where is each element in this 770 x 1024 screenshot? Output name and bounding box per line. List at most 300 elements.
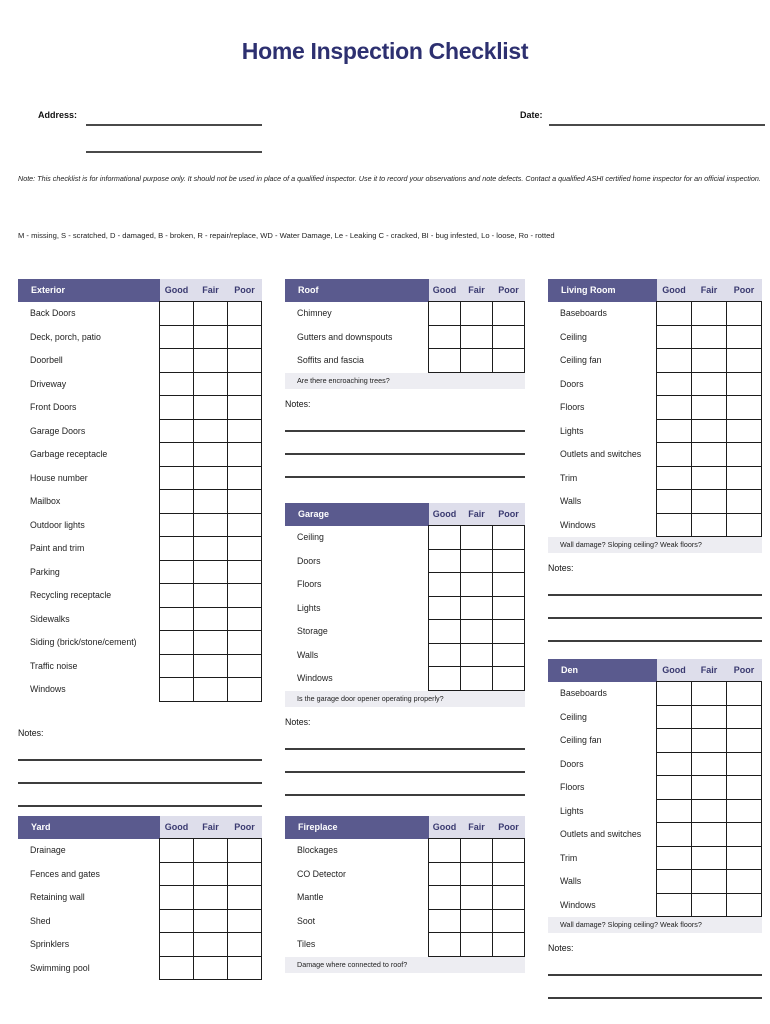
rating-cell-good[interactable]: [160, 349, 194, 373]
item-row: [548, 419, 762, 443]
rating-cell-good[interactable]: [160, 560, 194, 584]
item-row: [18, 349, 262, 373]
item-row: [18, 372, 262, 396]
rating-cell-poor[interactable]: [727, 846, 762, 870]
rating-cell-good[interactable]: [160, 419, 194, 443]
item-row: [285, 549, 525, 573]
rating-cell-fair[interactable]: [461, 933, 493, 957]
rating-cell-good[interactable]: [429, 549, 461, 573]
rating-cell-good[interactable]: [160, 933, 194, 957]
rating-cell-fair[interactable]: [194, 933, 228, 957]
rating-cell-fair[interactable]: [194, 490, 228, 514]
rating-cell-good[interactable]: [657, 823, 692, 847]
item-label: Parking: [30, 566, 60, 577]
item-row: [285, 573, 525, 597]
notes-line[interactable]: [548, 573, 762, 596]
rating-cell-poor[interactable]: [228, 325, 262, 349]
rating-cell-good[interactable]: [657, 443, 692, 467]
item-row: [548, 705, 762, 729]
rating-header-poor: Poor: [727, 279, 762, 302]
item-label: Drainage: [30, 845, 66, 856]
rating-cell-good[interactable]: [657, 466, 692, 490]
rating-cell-poor[interactable]: [228, 631, 262, 655]
section-table: [548, 659, 762, 917]
rating-cell-fair[interactable]: [194, 654, 228, 678]
rating-cell-poor[interactable]: [228, 956, 262, 980]
item-label: CO Detector: [297, 868, 346, 879]
notes-line[interactable]: [285, 432, 525, 455]
rating-cell-fair[interactable]: [461, 573, 493, 597]
item-label: Lights: [560, 805, 584, 816]
item-label: Doors: [297, 555, 321, 566]
rating-cell-poor[interactable]: [727, 776, 762, 800]
rating-cell-poor[interactable]: [727, 893, 762, 917]
question-row: Is the garage door opener operating properly?: [285, 691, 525, 707]
rating-cell-fair[interactable]: [692, 302, 727, 326]
rating-cell-fair[interactable]: [461, 620, 493, 644]
rating-cell-fair[interactable]: [194, 513, 228, 537]
item-row: [18, 466, 262, 490]
rating-cell-poor[interactable]: [727, 349, 762, 373]
rating-header-fair: Fair: [692, 279, 727, 302]
rating-cell-poor[interactable]: [727, 513, 762, 537]
item-label: Trim: [560, 472, 578, 483]
rating-header-fair: Fair: [461, 279, 493, 302]
rating-cell-poor[interactable]: [727, 302, 762, 326]
rating-cell-poor[interactable]: [727, 466, 762, 490]
item-row: [18, 631, 262, 655]
rating-cell-fair[interactable]: [692, 513, 727, 537]
rating-cell-good[interactable]: [657, 705, 692, 729]
item-row: [18, 396, 262, 420]
item-row: [18, 537, 262, 561]
rating-header-fair: Fair: [692, 659, 727, 682]
rating-cell-good[interactable]: [657, 752, 692, 776]
rating-cell-good[interactable]: [429, 349, 461, 373]
rating-header-good: Good: [429, 816, 461, 839]
item-row: [18, 584, 262, 608]
rating-cell-fair[interactable]: [461, 349, 493, 373]
rating-header-poor: Poor: [493, 503, 525, 526]
item-label: Ceiling: [297, 532, 324, 543]
rating-cell-good[interactable]: [429, 302, 461, 326]
rating-cell-fair[interactable]: [194, 584, 228, 608]
item-label: Baseboards: [560, 308, 607, 319]
rating-header-good: Good: [160, 279, 194, 302]
rating-cell-poor[interactable]: [228, 678, 262, 702]
rating-cell-fair[interactable]: [194, 349, 228, 373]
item-row: [18, 839, 262, 863]
item-row: [18, 909, 262, 933]
item-row: [18, 443, 262, 467]
rating-cell-fair[interactable]: [692, 372, 727, 396]
rating-cell-good[interactable]: [429, 839, 461, 863]
item-row: [548, 490, 762, 514]
rating-cell-fair[interactable]: [692, 443, 727, 467]
rating-cell-poor[interactable]: [493, 886, 525, 910]
rating-cell-good[interactable]: [160, 631, 194, 655]
rating-cell-good[interactable]: [429, 667, 461, 691]
rating-cell-poor[interactable]: [228, 349, 262, 373]
rating-cell-good[interactable]: [429, 620, 461, 644]
rating-cell-poor[interactable]: [727, 752, 762, 776]
rating-header-fair: Fair: [194, 816, 228, 839]
item-label: Ceiling fan: [560, 735, 602, 746]
rating-cell-poor[interactable]: [493, 325, 525, 349]
item-row: [18, 419, 262, 443]
item-label: Garbage receptacle: [30, 449, 108, 460]
rating-cell-poor[interactable]: [228, 862, 262, 886]
rating-header-fair: Fair: [461, 816, 493, 839]
rating-cell-poor[interactable]: [493, 349, 525, 373]
section-title: Roof: [285, 279, 429, 302]
rating-cell-poor[interactable]: [493, 667, 525, 691]
rating-cell-good[interactable]: [429, 526, 461, 550]
rating-cell-good[interactable]: [657, 870, 692, 894]
rating-cell-good[interactable]: [429, 596, 461, 620]
rating-cell-fair[interactable]: [194, 443, 228, 467]
date-label: Date:: [520, 110, 543, 120]
rating-cell-good[interactable]: [429, 909, 461, 933]
rating-cell-good[interactable]: [160, 886, 194, 910]
section-table: [548, 279, 762, 537]
notes-label: Notes:: [548, 563, 574, 573]
rating-cell-good[interactable]: [429, 886, 461, 910]
rating-cell-poor[interactable]: [228, 372, 262, 396]
rating-cell-fair[interactable]: [194, 631, 228, 655]
rating-cell-fair[interactable]: [692, 776, 727, 800]
rating-cell-good[interactable]: [160, 302, 194, 326]
rating-cell-good[interactable]: [657, 846, 692, 870]
item-label: Floors: [560, 402, 585, 413]
item-row: [285, 839, 525, 863]
item-row: [548, 302, 762, 326]
item-row: [18, 886, 262, 910]
item-label: Floors: [297, 579, 322, 590]
rating-cell-poor[interactable]: [228, 302, 262, 326]
rating-cell-poor[interactable]: [228, 537, 262, 561]
rating-cell-good[interactable]: [160, 909, 194, 933]
notes-line[interactable]: [548, 619, 762, 642]
item-label: Shed: [30, 915, 51, 926]
question-row: Damage where connected to roof?: [285, 957, 525, 973]
item-label: Outlets and switches: [560, 449, 642, 460]
rating-cell-fair[interactable]: [692, 729, 727, 753]
rating-cell-good[interactable]: [160, 537, 194, 561]
notes-line[interactable]: [18, 784, 262, 807]
rating-cell-fair[interactable]: [692, 846, 727, 870]
rating-cell-poor[interactable]: [727, 372, 762, 396]
section-garage: [285, 503, 525, 796]
notes-line[interactable]: [285, 727, 525, 750]
rating-cell-fair[interactable]: [194, 607, 228, 631]
item-row: [548, 870, 762, 894]
rating-cell-poor[interactable]: [228, 607, 262, 631]
item-row: [285, 302, 525, 326]
section-title: Den: [548, 659, 657, 682]
notes-line[interactable]: [18, 738, 262, 761]
rating-cell-fair[interactable]: [692, 325, 727, 349]
rating-cell-good[interactable]: [160, 607, 194, 631]
item-row: [18, 560, 262, 584]
rating-cell-poor[interactable]: [228, 396, 262, 420]
question-row: Wall damage? Sloping ceiling? Weak floors?: [548, 537, 762, 553]
item-label: House number: [30, 472, 88, 483]
notes-line[interactable]: [285, 409, 525, 432]
address-line-1[interactable]: [86, 124, 262, 126]
date-line[interactable]: [549, 124, 765, 126]
rating-cell-fair[interactable]: [194, 372, 228, 396]
rating-cell-good[interactable]: [657, 776, 692, 800]
rating-cell-fair[interactable]: [461, 549, 493, 573]
item-label: Walls: [560, 496, 582, 507]
rating-cell-good[interactable]: [657, 372, 692, 396]
notes-label: Notes:: [285, 398, 311, 409]
section-title: Fireplace: [285, 816, 429, 839]
rating-cell-fair[interactable]: [692, 799, 727, 823]
item-label: Walls: [297, 649, 319, 660]
rating-cell-poor[interactable]: [228, 909, 262, 933]
rating-cell-fair[interactable]: [692, 466, 727, 490]
rating-cell-good[interactable]: [429, 862, 461, 886]
rating-cell-good[interactable]: [429, 573, 461, 597]
rating-cell-poor[interactable]: [228, 466, 262, 490]
item-label: Walls: [560, 876, 582, 887]
rating-cell-poor[interactable]: [493, 620, 525, 644]
item-label: Sidewalks: [30, 613, 70, 624]
rating-cell-poor[interactable]: [228, 886, 262, 910]
rating-header-poor: Poor: [493, 816, 525, 839]
rating-cell-poor[interactable]: [228, 584, 262, 608]
rating-header-good: Good: [657, 279, 692, 302]
item-label: Soffits and fascia: [297, 355, 364, 366]
rating-cell-good[interactable]: [160, 862, 194, 886]
rating-cell-good[interactable]: [657, 729, 692, 753]
item-label: Driveway: [30, 378, 67, 389]
rating-cell-poor[interactable]: [228, 933, 262, 957]
item-label: Baseboards: [560, 688, 607, 699]
rating-cell-fair[interactable]: [194, 839, 228, 863]
section-table: [285, 816, 525, 957]
rating-cell-poor[interactable]: [228, 654, 262, 678]
rating-cell-good[interactable]: [160, 443, 194, 467]
rating-cell-fair[interactable]: [194, 302, 228, 326]
item-row: [18, 956, 262, 980]
notes-line[interactable]: [18, 761, 262, 784]
rating-cell-good[interactable]: [657, 302, 692, 326]
rating-cell-poor[interactable]: [228, 560, 262, 584]
item-label: Tiles: [297, 939, 316, 950]
notes-line[interactable]: [548, 953, 762, 976]
rating-header-poor: Poor: [727, 659, 762, 682]
rating-cell-good[interactable]: [160, 396, 194, 420]
rating-cell-fair[interactable]: [461, 302, 493, 326]
item-label: Lights: [560, 425, 584, 436]
rating-cell-poor[interactable]: [493, 302, 525, 326]
rating-cell-fair[interactable]: [461, 325, 493, 349]
rating-cell-fair[interactable]: [461, 909, 493, 933]
item-row: [285, 349, 525, 373]
rating-cell-fair[interactable]: [194, 419, 228, 443]
rating-cell-poor[interactable]: [727, 823, 762, 847]
item-label: Windows: [560, 519, 596, 530]
rating-cell-fair[interactable]: [692, 419, 727, 443]
item-label: Garage Doors: [30, 425, 86, 436]
rating-cell-fair[interactable]: [692, 870, 727, 894]
item-row: [285, 596, 525, 620]
rating-cell-fair[interactable]: [194, 956, 228, 980]
item-row: [548, 443, 762, 467]
section-living-room: [548, 279, 762, 642]
rating-cell-fair[interactable]: [194, 678, 228, 702]
rating-cell-fair[interactable]: [692, 396, 727, 420]
item-row: [285, 325, 525, 349]
rating-cell-fair[interactable]: [461, 643, 493, 667]
address-line-2[interactable]: [86, 151, 262, 153]
item-label: Retaining wall: [30, 892, 85, 903]
rating-cell-fair[interactable]: [194, 396, 228, 420]
rating-header-poor: Poor: [493, 279, 525, 302]
rating-cell-fair[interactable]: [194, 325, 228, 349]
rating-cell-fair[interactable]: [461, 862, 493, 886]
rating-cell-poor[interactable]: [727, 705, 762, 729]
rating-cell-good[interactable]: [657, 349, 692, 373]
notes-block: [18, 728, 262, 807]
rating-cell-good[interactable]: [160, 584, 194, 608]
notes-line[interactable]: [285, 750, 525, 773]
rating-cell-good[interactable]: [160, 956, 194, 980]
section-header-row: [285, 503, 525, 526]
item-row: [548, 893, 762, 917]
rating-cell-good[interactable]: [657, 490, 692, 514]
rating-cell-fair[interactable]: [194, 886, 228, 910]
rating-cell-poor[interactable]: [493, 643, 525, 667]
rating-cell-poor[interactable]: [727, 419, 762, 443]
rating-cell-fair[interactable]: [194, 909, 228, 933]
rating-cell-good[interactable]: [657, 799, 692, 823]
rating-cell-good[interactable]: [657, 419, 692, 443]
rating-cell-poor[interactable]: [727, 682, 762, 706]
item-label: Blockages: [297, 845, 338, 856]
item-label: Lights: [297, 602, 321, 613]
rating-cell-fair[interactable]: [194, 466, 228, 490]
section-den: [548, 659, 762, 999]
rating-cell-good[interactable]: [657, 893, 692, 917]
rating-cell-good[interactable]: [160, 325, 194, 349]
rating-cell-fair[interactable]: [194, 862, 228, 886]
item-label: Outdoor lights: [30, 519, 85, 530]
question-row: Wall damage? Sloping ceiling? Weak floors?: [548, 917, 762, 933]
rating-cell-poor[interactable]: [493, 933, 525, 957]
rating-cell-poor[interactable]: [727, 443, 762, 467]
rating-cell-poor[interactable]: [727, 729, 762, 753]
rating-cell-poor[interactable]: [228, 419, 262, 443]
rating-cell-fair[interactable]: [194, 537, 228, 561]
notes-label: Notes:: [548, 943, 574, 953]
rating-cell-fair[interactable]: [692, 705, 727, 729]
rating-cell-poor[interactable]: [727, 396, 762, 420]
rating-cell-fair[interactable]: [461, 667, 493, 691]
rating-cell-poor[interactable]: [228, 839, 262, 863]
rating-cell-poor[interactable]: [493, 909, 525, 933]
rating-cell-fair[interactable]: [692, 349, 727, 373]
rating-cell-poor[interactable]: [493, 596, 525, 620]
rating-cell-poor[interactable]: [493, 526, 525, 550]
rating-cell-fair[interactable]: [692, 823, 727, 847]
rating-cell-fair[interactable]: [692, 752, 727, 776]
rating-cell-good[interactable]: [657, 513, 692, 537]
item-label: Recycling receptacle: [30, 590, 112, 601]
rating-cell-good[interactable]: [160, 513, 194, 537]
rating-cell-poor[interactable]: [727, 490, 762, 514]
rating-cell-good[interactable]: [160, 466, 194, 490]
item-row: [285, 909, 525, 933]
rating-cell-fair[interactable]: [194, 560, 228, 584]
rating-cell-good[interactable]: [657, 396, 692, 420]
rating-cell-fair[interactable]: [692, 682, 727, 706]
rating-cell-good[interactable]: [160, 372, 194, 396]
rating-cell-poor[interactable]: [493, 573, 525, 597]
item-label: Mailbox: [30, 496, 61, 507]
rating-cell-fair[interactable]: [461, 526, 493, 550]
rating-cell-poor[interactable]: [493, 862, 525, 886]
rating-cell-fair[interactable]: [461, 886, 493, 910]
rating-cell-good[interactable]: [160, 839, 194, 863]
section-yard: [18, 816, 262, 980]
rating-cell-poor[interactable]: [493, 549, 525, 573]
item-label: Doors: [560, 378, 584, 389]
item-row: [285, 862, 525, 886]
rating-cell-poor[interactable]: [228, 513, 262, 537]
notes-line[interactable]: [285, 773, 525, 796]
rating-cell-poor[interactable]: [727, 870, 762, 894]
rating-cell-fair[interactable]: [692, 893, 727, 917]
rating-cell-fair[interactable]: [461, 596, 493, 620]
item-label: Windows: [30, 684, 66, 695]
item-row: [548, 729, 762, 753]
rating-cell-fair[interactable]: [692, 490, 727, 514]
rating-cell-fair[interactable]: [461, 839, 493, 863]
rating-cell-poor[interactable]: [493, 839, 525, 863]
notes-line[interactable]: [548, 976, 762, 999]
rating-cell-good[interactable]: [160, 654, 194, 678]
rating-cell-good[interactable]: [160, 678, 194, 702]
rating-cell-good[interactable]: [429, 643, 461, 667]
item-label: Floors: [560, 782, 585, 793]
rating-cell-poor[interactable]: [228, 490, 262, 514]
item-row: [285, 620, 525, 644]
rating-header-poor: Poor: [228, 279, 262, 302]
rating-cell-good[interactable]: [429, 325, 461, 349]
item-row: [18, 678, 262, 702]
rating-cell-poor[interactable]: [727, 799, 762, 823]
notes-line[interactable]: [548, 596, 762, 619]
section-header-row: [285, 279, 525, 302]
rating-header-fair: Fair: [461, 503, 493, 526]
notes-line[interactable]: [285, 455, 525, 478]
rating-cell-good[interactable]: [657, 325, 692, 349]
rating-cell-poor[interactable]: [228, 443, 262, 467]
item-label: Windows: [560, 899, 596, 910]
section-table: [285, 279, 525, 373]
rating-cell-good[interactable]: [657, 682, 692, 706]
section-roof: [285, 279, 525, 478]
rating-cell-good[interactable]: [429, 933, 461, 957]
rating-cell-poor[interactable]: [727, 325, 762, 349]
item-row: [548, 396, 762, 420]
rating-cell-good[interactable]: [160, 490, 194, 514]
address-label: Address:: [38, 110, 78, 120]
